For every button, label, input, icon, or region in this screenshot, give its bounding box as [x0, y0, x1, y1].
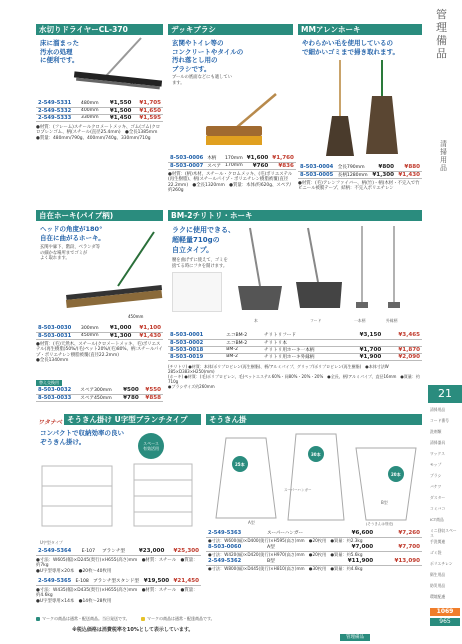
p2-cell: ¥1,595 — [133, 114, 163, 121]
fig-label: 一本柄 — [354, 318, 366, 323]
size-cell: 400mm — [79, 107, 104, 114]
callout-mm-broom — [302, 39, 422, 56]
p2-cell: ¥1,760 — [272, 155, 294, 162]
footer-marks — [36, 616, 416, 622]
callout-line: 自在に曲がるホーキ。 — [40, 233, 105, 242]
p1-cell: ¥3,150 — [345, 332, 384, 339]
section-title-drier: 水切りドライヤーCL-370 — [36, 24, 163, 35]
space-badge — [138, 433, 164, 459]
sidebar-item[interactable]: ポリエチレン — [430, 561, 453, 566]
callout-line: 自立タイプ。 — [172, 246, 214, 254]
type-cell: チリトリフード — [262, 332, 345, 339]
table-row — [168, 332, 422, 339]
footer-tax-note: ※税込価格は消費税率を10%として表示しています。 — [72, 627, 194, 633]
p2-cell: ¥1,100 — [133, 325, 163, 332]
spec-line: (チリトリ) ●材質：本体/ポリプロピレン(再生樹脂)、柄/アルミパイプ、グリップ/ポリプロピレン(再生樹脂) ●本体寸法W 285×D383×H250(mm) — [168, 364, 389, 374]
sidebar-item[interactable]: ダスター — [430, 495, 446, 500]
sidebar-item[interactable]: コミバコ — [430, 506, 446, 511]
sidebar-subcategory: 清掃用品 — [440, 140, 447, 172]
note-line: よく取れます。 — [40, 256, 70, 262]
callout-line: コンクリートやタイルの — [172, 47, 244, 56]
p2-cell: ¥836 — [270, 162, 296, 169]
deck-brush-spec: ●材質：(柄)木材、スチール・クロムメッキ、(毛)ポリエステル(再生樹脂)、柄(スチールパイプ・ポリエチレン樹脂被覆(直径22.2mm) ●全長1320mm ●質量：本体/約620g、スペア/約260g — [168, 172, 293, 194]
p1-cell: ¥7,000 — [328, 544, 375, 551]
type-cell: B型 — [265, 558, 329, 565]
sidebar-item[interactable]: 清掃器具 — [430, 440, 446, 445]
section-title-free-broom: 自在ホーキ(パイプ柄) — [36, 210, 163, 221]
table-row — [206, 544, 422, 551]
model-cell: エコBM-2 — [224, 339, 262, 346]
sidebar-item[interactable]: 環境配慮 — [430, 594, 446, 599]
p1-cell: ¥500 — [119, 387, 141, 394]
callout-line: ラクに使用できる、 — [172, 226, 235, 234]
code-cell: 8-503-0032 — [36, 387, 78, 394]
u-type-label: U字型タイプ — [40, 540, 63, 545]
table-row — [36, 325, 163, 332]
brand-logo: ワタナベ — [38, 419, 62, 426]
table-row — [168, 346, 422, 353]
section-title-deck-brush: デッキブラシ — [168, 24, 293, 35]
p1-cell: ¥19,500 — [141, 578, 171, 585]
p2-cell: ¥7,260 — [375, 530, 422, 537]
free-broom-spare-label: 替え交換用 — [36, 380, 62, 386]
fig-label: 外縁柄 — [386, 318, 398, 323]
p2-cell: ¥13,090 — [375, 558, 422, 565]
drier-illustration — [36, 36, 166, 98]
p2-cell: ¥1,430 — [133, 332, 163, 339]
p1-cell: ¥11,900 — [328, 558, 375, 565]
table-row — [168, 353, 422, 360]
sidebar-item[interactable]: 洗剤類 — [430, 429, 442, 434]
same-day-mark-icon — [36, 617, 40, 621]
spec-cell: ●寸法：W800(幅)×D445(奥行)×H810(高さ)mm ●30枚用 ●質量：約4.6kg — [208, 565, 363, 571]
p1-cell: ¥6,600 — [328, 530, 375, 537]
code-cell: 2-549-5362 — [206, 558, 265, 565]
sidebar-item[interactable]: コード番号 — [430, 418, 449, 423]
sidebar-page-tab[interactable]: 21 — [428, 385, 462, 403]
code-cell: 8-503-0006 — [170, 155, 204, 162]
delivery-mark-icon — [141, 617, 145, 621]
p2-cell: ¥858 — [141, 394, 163, 401]
p2-cell: ¥1,705 — [133, 100, 163, 107]
size-cell: 450mm — [79, 332, 104, 339]
type-cell: ブランチ型スタンド型 — [91, 578, 141, 585]
fig-label: A型 — [248, 520, 255, 525]
footer-mark-1: マークの商品は通常・配送商品。当日発送です。 — [42, 616, 130, 621]
size-cell: スペア300mm — [78, 387, 118, 394]
size-badge: 25本 — [235, 462, 245, 467]
code-cell: 8-503-0030 — [36, 325, 79, 332]
p2-cell: ¥550 — [141, 387, 163, 394]
code-cell: 8-503-0004 — [298, 164, 336, 171]
table-row — [36, 394, 163, 401]
rag-hanger-u-spec-1 — [36, 558, 201, 574]
note-line: 玄関や廊下、階段、ベランダ等の細かな場所までゴミが — [40, 245, 100, 256]
p2-cell: ¥7,700 — [375, 544, 422, 551]
table-row — [298, 171, 422, 178]
spec-line: ●全長1340mm — [36, 358, 69, 364]
type-cell: スペア — [207, 163, 221, 169]
callout-line: 床に溜まった — [40, 39, 79, 47]
table-row — [36, 578, 201, 585]
badge-line: スペース — [143, 441, 159, 446]
size-cell: 300mm — [79, 325, 104, 332]
p1-cell: ¥1,900 — [345, 353, 384, 360]
code-cell: 8-503-0031 — [36, 332, 79, 339]
fig-label: (そうきんは別売) — [366, 522, 394, 526]
code-cell: 8-503-0060 — [206, 544, 265, 551]
sidebar-item[interactable]: 清掃用品 — [430, 407, 446, 412]
spec-line: ●寸法：W435(幅)×D435(奥行)×H655(高さ)mm ●材質：スチール ●質量：約4.6kg — [36, 588, 198, 599]
table-row — [168, 162, 296, 169]
model-cell: BM-2 — [224, 346, 262, 353]
callout-line: ブラシです。 — [172, 64, 211, 73]
free-broom-spec — [36, 342, 163, 364]
section-title-dustpan: BM-2チリトリ・ホーキ — [168, 210, 422, 221]
rag-hanger-u-spec-2 — [36, 588, 201, 604]
p1-cell: ¥1,450 — [104, 114, 134, 121]
type-cell: A型 — [265, 544, 329, 551]
spec-line: ●U字型専用×20本 ●20枚〜40枚用 — [36, 568, 112, 574]
code-cell: 8-503-0018 — [168, 346, 224, 353]
size-badge: 20本 — [391, 472, 401, 477]
code-cell: 8-503-0001 — [168, 332, 224, 339]
code-cell: 8-503-0005 — [298, 171, 336, 178]
p2-cell: ¥21,450 — [171, 578, 201, 585]
p1-cell: ¥1,600 — [246, 155, 269, 162]
p2-cell: ¥25,300 — [166, 548, 201, 555]
table-row — [206, 530, 422, 537]
sidebar — [428, 0, 462, 644]
size-badge: 30本 — [311, 452, 321, 457]
fig-label: 本 — [254, 318, 258, 323]
code-cell: 2-549-5365 — [36, 578, 74, 585]
code-cell: 8-503-0033 — [36, 394, 78, 401]
mm-broom-spec: ●材質：(毛)アレンファイバー、柄(竹)・柄)木材・不完入で竹ビニール被膜テープ、結柄：不完入ポリエチレン — [298, 181, 420, 192]
spec-line: ●U字型専用×14本 ●14枚〜28枚用 — [36, 598, 112, 604]
spec-line: ●質量：480mm/790g、400mm/740g、330mm/710g — [36, 135, 151, 141]
callout-line: で細かいゴミまで掃き取れます。 — [302, 47, 399, 56]
table-row — [206, 558, 422, 565]
callout-line: ヘッドの角度が180° — [40, 225, 103, 233]
page-number: 1069 — [430, 608, 460, 616]
code-cell: 2-549-5332 — [36, 107, 79, 114]
code-cell: 2-549-5331 — [36, 100, 79, 107]
rag-hanger-u-table-2 — [36, 578, 201, 586]
sidebar-item[interactable]: 防災用品 — [430, 583, 446, 588]
spec-line: ●ブラシサイズ約260mm — [168, 384, 215, 389]
type-cell: チリトリ用ホーキ一本柄 — [262, 346, 345, 353]
rag-hanger-table — [206, 530, 422, 572]
free-broom-dimension: 450mm — [128, 314, 144, 319]
fig-label: フード — [310, 318, 322, 323]
drier-dimension: 480mm — [130, 80, 146, 85]
sidebar-item[interactable]: バケツ — [430, 484, 442, 489]
size-cell: 170mm — [224, 163, 243, 168]
free-broom-illustration — [36, 228, 166, 318]
section-title-rag-hanger-u: そうきん掛け U字型ブランチタイプ — [64, 414, 201, 425]
deck-brush-illustration — [196, 92, 292, 152]
page-sub: 965 — [430, 618, 460, 626]
table-row — [36, 100, 163, 107]
section-title-rag-hanger: そうきん掛 — [206, 414, 422, 425]
table-row — [298, 164, 422, 171]
sidebar-item[interactable]: ミニ回収スペース — [430, 528, 457, 538]
table-row — [36, 387, 163, 394]
p1-cell: ¥780 — [119, 394, 141, 401]
spec-row — [206, 551, 422, 558]
size-cell: 全長790mm — [336, 164, 370, 171]
deck-brush-price-table — [168, 155, 296, 170]
spec-row — [206, 565, 422, 572]
p1-cell: ¥1,000 — [104, 325, 134, 332]
code-cell: 8-503-0007 — [170, 162, 204, 169]
callout-deck-brush — [172, 39, 292, 73]
p1-cell: ¥800 — [370, 164, 396, 171]
callout-line: 玄関やトイレ等の — [172, 39, 224, 47]
p2-cell: ¥2,090 — [383, 353, 422, 360]
badge-line: 有効活用 — [143, 446, 159, 451]
code-cell: 2-549-5363 — [206, 530, 265, 537]
table-row — [168, 155, 296, 162]
p1-cell: ¥1,550 — [104, 100, 134, 107]
callout-line: コンパクトで収納効率の良い — [40, 429, 125, 437]
code-cell: 8-503-0019 — [168, 353, 224, 360]
model-cell: BM-2 — [224, 353, 262, 360]
p1-cell: ¥1,300 — [104, 332, 134, 339]
model-cell: E-107 — [80, 548, 100, 555]
rag-hanger-u-illustration — [38, 460, 200, 540]
size-cell: 170mm — [224, 155, 243, 161]
spec-cell: ●寸法：W600(幅)×D400(奥行)×H595(高さ)mm ●20枚用 ●質量：約2.3kg — [208, 537, 363, 543]
rag-hanger-sizes — [206, 428, 422, 528]
model-cell: E-108 — [74, 578, 92, 585]
p1-cell: ¥1,500 — [104, 107, 134, 114]
code-cell: 8-503-0002 — [168, 339, 224, 346]
rag-hanger-u-table-1 — [36, 548, 201, 556]
callout-line: やわらかい毛を使用しているの — [302, 39, 393, 47]
size-cell: 330mm — [79, 114, 104, 121]
p1-cell: ¥760 — [245, 162, 271, 169]
spec-line: (ホーキ) ●材質：(毛)ポリプロピレン、毛)ペットエステル60%・同80%・20%・20% ●全長、柄/アルミパイプ、直径16mm ●質量：約710g — [168, 374, 420, 384]
p2-cell: ¥1,430 — [396, 171, 422, 178]
spec-line: ●材質：(毛)天然木、スチール(クロメートメッキ、毛)ポリエステル(再生樹脂)50%/(毛)ペット20%/(毛)80%、柄:スチールパイプ・ポリエチレン樹脂被覆(直径22.2mm) — [36, 342, 163, 358]
dustpan-spec — [168, 364, 422, 389]
p2-cell — [383, 339, 422, 346]
type-cell: チリトリ用ホーキ外縁柄 — [262, 353, 345, 360]
mm-broom-price-table — [298, 164, 422, 179]
sidebar-item[interactable]: ゴミ袋 — [430, 550, 442, 555]
p1-cell — [345, 339, 384, 346]
free-broom-spare-table — [36, 387, 163, 402]
callout-line: 超軽量710gの — [172, 236, 220, 244]
size-cell: 長柄1280mm — [336, 171, 370, 178]
callout-line: 汚水の処理 — [40, 47, 73, 56]
note-line: 腰を曲げずに使えて、ゴミを — [172, 258, 228, 263]
dustpan-illustration — [230, 222, 420, 322]
mm-broom-illustration — [320, 58, 420, 160]
p2-cell: ¥1,650 — [133, 107, 163, 114]
table-row — [168, 339, 422, 346]
table-row — [36, 548, 201, 555]
code-cell: 2-549-5364 — [36, 548, 80, 555]
sidebar-item[interactable]: ICT商品 — [430, 517, 444, 522]
dustpan-price-table — [168, 332, 422, 361]
size-cell: 480mm — [79, 100, 104, 107]
p2-cell: ¥3,465 — [383, 332, 422, 339]
dustpan-detail-image — [172, 272, 222, 312]
p1-cell: ¥1,300 — [370, 171, 396, 178]
table-row — [36, 107, 163, 114]
p1-cell: ¥23,000 — [132, 548, 167, 555]
spec-row — [206, 537, 422, 544]
footer-mark-2: マークの商品は通常・配達商品です。 — [146, 616, 215, 621]
sidebar-item[interactable]: 衛生用品 — [430, 572, 446, 577]
fig-label: スーパーハンガー — [284, 488, 312, 492]
code-cell: 2-549-5333 — [36, 114, 79, 121]
callout-line: に便利です。 — [40, 56, 79, 64]
spec-line: ●材質：(フレーム)スチールクロメートメッキ、ゴム(ゴム)クロロプレンゴム、柄(スチール(直径25.4mm) ●全長1385mm — [36, 125, 161, 136]
sidebar-category: 管理備品 — [436, 8, 447, 60]
drier-spec — [36, 125, 163, 141]
drier-price-table — [36, 100, 163, 122]
model-cell: エコBM-2 — [224, 332, 262, 339]
spec-cell: ●寸法：W420(幅)×D420(奥行)×H970(高さ)mm ●20枚用 ●質量：約5.6kg — [208, 551, 363, 557]
type-cell: 木柄 — [205, 155, 223, 162]
type-cell: チリトリ本 — [262, 339, 345, 346]
size-cell: スペア450mm — [78, 394, 118, 401]
free-broom-price-table — [36, 325, 163, 340]
footer-brand: 管理備品 — [340, 634, 370, 641]
sidebar-item[interactable]: モップ — [430, 462, 442, 467]
fig-label: B型 — [381, 500, 388, 505]
sidebar-item[interactable]: ブラシ — [430, 473, 442, 478]
p2-cell: ¥880 — [396, 164, 422, 171]
table-row — [36, 114, 163, 121]
note-line: 捨てる時にフタを開けます。 — [172, 263, 228, 269]
sidebar-item[interactable]: ワックス — [430, 451, 445, 456]
callout-line: ぞうきん掛け。 — [40, 437, 86, 446]
section-title-mm-broom: MMアレンホーキ — [298, 24, 422, 35]
deck-brush-note: ブールの底面などにも適しています。 — [172, 75, 232, 86]
type-cell: スーパーハンガー — [265, 530, 329, 537]
callout-line: 汚れ落とし用の — [172, 56, 218, 64]
p2-cell: ¥1,870 — [383, 346, 422, 353]
sidebar-item[interactable]: 手洗関連 — [430, 539, 446, 544]
spec-line: ●寸法：W605(幅)×D245(奥行)×H655(高さ)mm ●材質：スチール ●質量：約7kg — [36, 558, 198, 569]
p1-cell: ¥1,700 — [345, 346, 384, 353]
type-cell: ブランチ型 — [100, 548, 132, 555]
table-row — [36, 332, 163, 339]
